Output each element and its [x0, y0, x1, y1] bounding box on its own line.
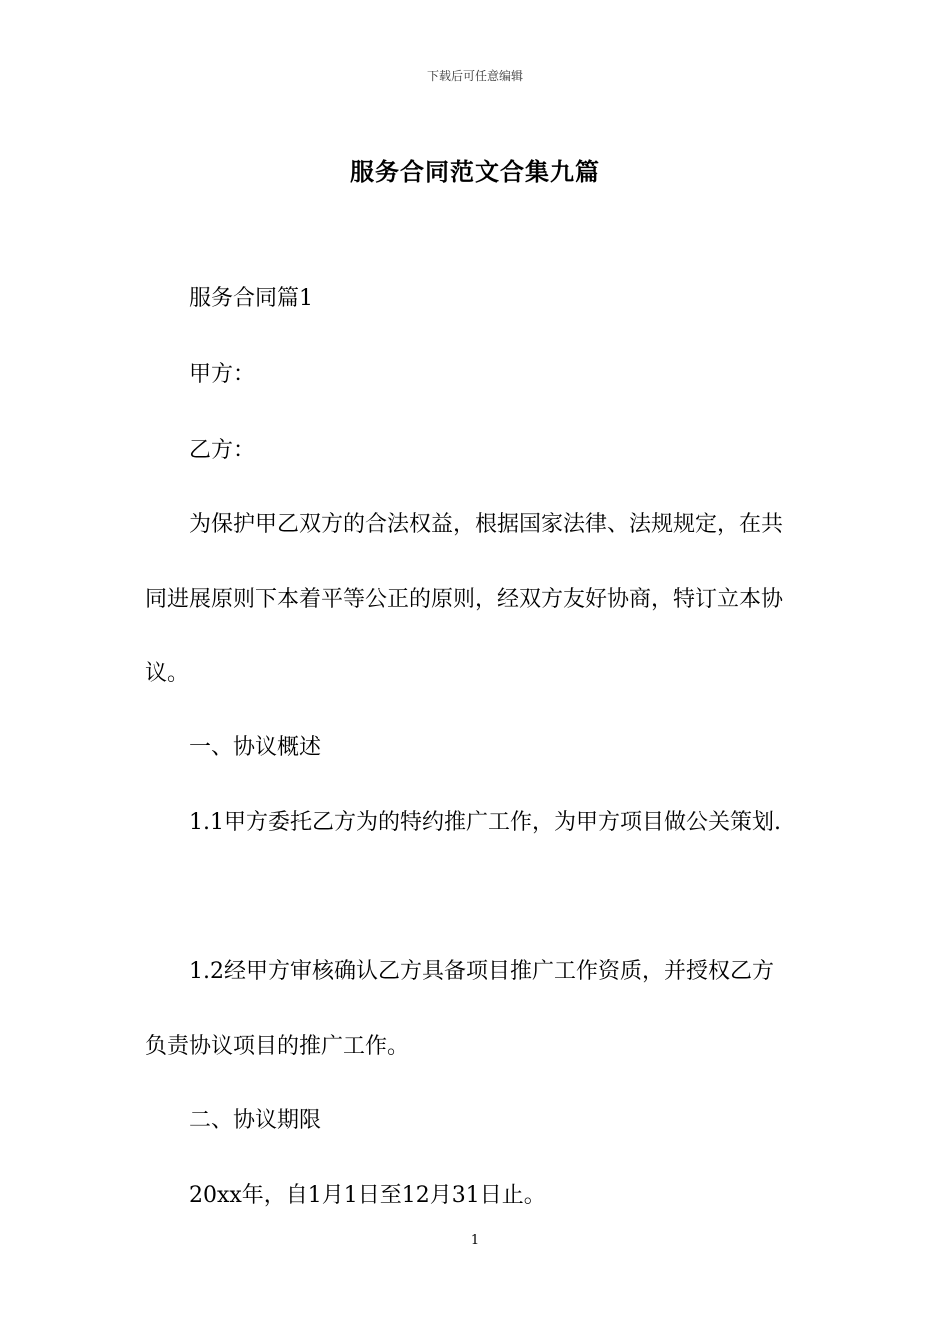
- party-a-line: 甲方：: [189, 362, 256, 387]
- paragraph-line: 议。: [145, 661, 190, 686]
- party-b-line: 乙方：: [189, 438, 256, 463]
- section-heading-contract-1: 服务合同篇1: [189, 286, 313, 311]
- term-dates-line: 20xx年，自1月1日至12月31日止。: [189, 1183, 546, 1208]
- clause-1-2-continued: 负责协议项目的推广工作。: [145, 1034, 410, 1059]
- document-title: 服务合同范文合集九篇: [350, 157, 600, 186]
- paragraph-line: 同进展原则下本着平等公正的原则，经双方友好协商，特订立本协: [145, 587, 784, 612]
- paragraph-line: 为保护甲乙双方的合法权益，根据国家法律、法规规定，在共: [189, 512, 784, 537]
- clause-1-1: 1.1甲方委托乙方为的特约推广工作，为甲方项目做公关策划.: [189, 810, 781, 835]
- page-header-note: 下载后可任意编辑: [426, 69, 523, 83]
- section-heading-overview: 一、协议概述: [189, 735, 322, 760]
- clause-1-2: 1.2经甲方审核确认乙方具备项目推广工作资质，并授权乙方: [189, 959, 774, 984]
- section-heading-term: 二、协议期限: [189, 1108, 322, 1133]
- page-number: 1: [470, 1233, 480, 1248]
